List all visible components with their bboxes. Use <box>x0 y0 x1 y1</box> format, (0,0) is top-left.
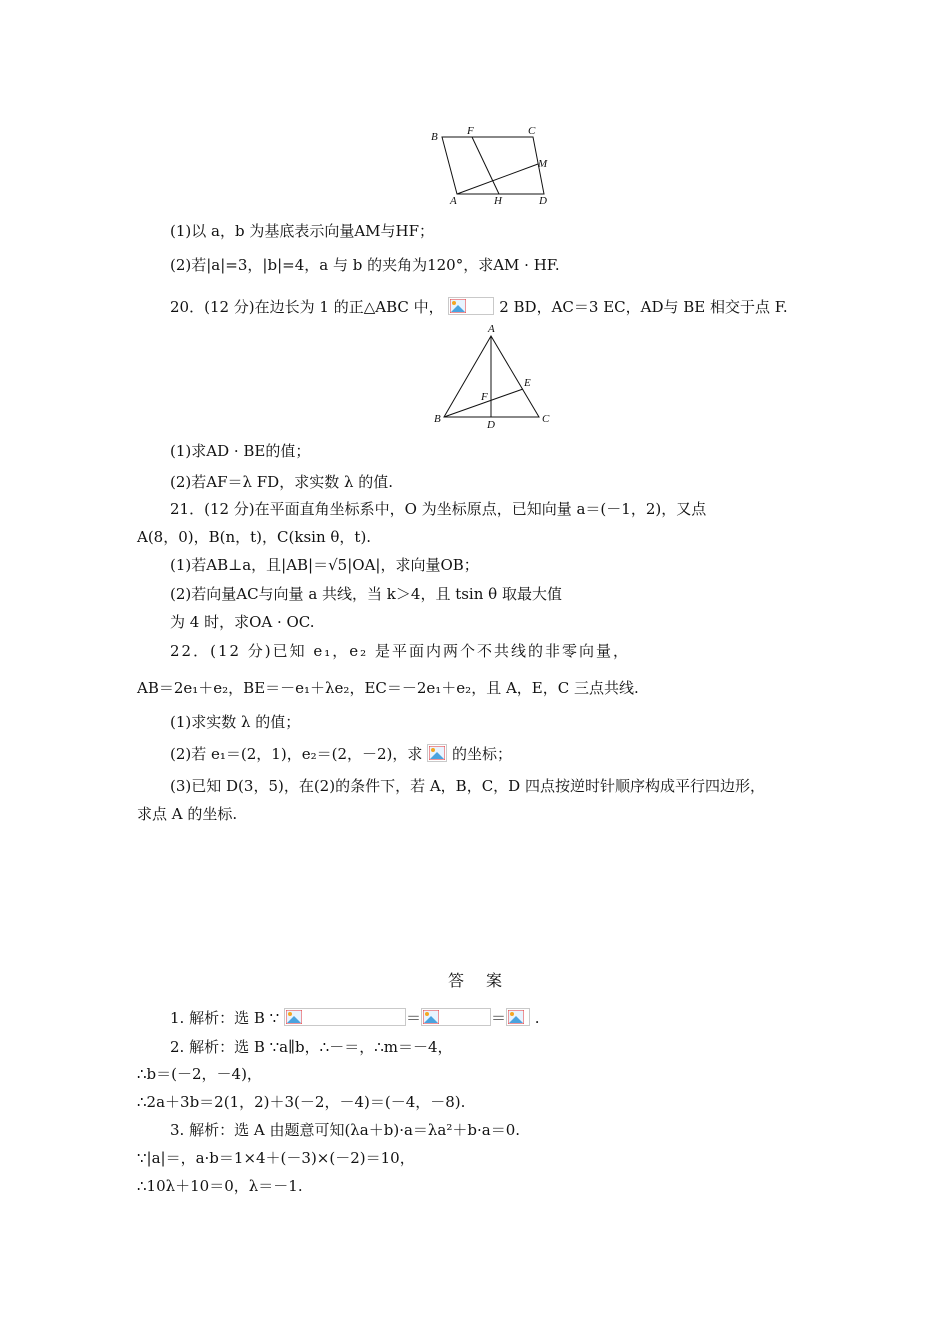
label-F: F <box>467 125 474 137</box>
answer-2-line3: ∴2a＋3b＝2(1，2)＋3(－2，－4)＝(－4，－8). <box>137 1093 466 1111</box>
q21-part2a: (2)若向量AC与向量 a 共线，当 k＞4，且 tsin θ 取最大值 <box>170 585 562 603</box>
answer-2-line2: ∴b＝(－2，－4)， <box>137 1065 262 1083</box>
label-A: A <box>488 323 495 335</box>
label-E: E <box>524 377 531 389</box>
answer-1-text: 1. 解析：选 B ∵ <box>170 1009 280 1027</box>
answer-1 <box>170 1008 540 1028</box>
q19-part2: (2)若|a|=3，|b|=4，a 与 b 的夹角为120°，求AM · HF. <box>170 256 560 274</box>
parallelogram-diagram <box>426 124 556 206</box>
broken-image-icon <box>427 744 447 762</box>
broken-image-icon <box>421 1008 491 1026</box>
label-F: F <box>481 391 488 403</box>
label-H: H <box>494 195 502 206</box>
q20-stem-text: 20．(12 分)在边长为 1 的正△ABC 中， <box>170 298 444 316</box>
q22-part1: (1)求实数 λ 的值； <box>170 713 301 731</box>
q22-part3a: (3)已知 D(3，5)，在(2)的条件下，若 A，B，C，D 四点按逆时针顺序构成平行四边形， <box>170 777 765 795</box>
q21-part1: (1)若AB⊥a，且|AB|＝√5|OA|，求向量OB； <box>170 556 479 574</box>
q21-line2: A(8，0)，B(n，t)，C(ksin θ，t). <box>137 528 372 546</box>
answer-3-line3: ∴10λ＋10＝0，λ＝－1. <box>137 1177 303 1195</box>
label-B: B <box>431 131 438 143</box>
q22-part2 <box>170 744 512 764</box>
answer-1-eq1: ＝ <box>405 1009 421 1027</box>
q22-line2: AB＝2e₁＋e₂，BE＝－e₁＋λe₂，EC＝－2e₁＋e₂，且 A，E，C 三点共线. <box>137 679 639 697</box>
label-C: C <box>542 413 550 425</box>
q20-stem-tail: 2 BD，AC＝3 EC，AD与 BE 相交于点 F. <box>499 298 788 316</box>
q19-part1: (1)以 a，b 为基底表示向量AM与HF； <box>170 222 435 240</box>
q20-part1: (1)求AD · BE的值； <box>170 442 311 460</box>
label-A: A <box>450 195 457 206</box>
q21-part2b: 为 4 时，求OA · OC. <box>170 613 315 631</box>
label-B: B <box>434 413 441 425</box>
broken-image-icon <box>506 1008 530 1026</box>
q22-part2-tail: 的坐标； <box>451 745 512 763</box>
q21-line1: 21．(12 分)在平面直角坐标系中，O 为坐标原点，已知向量 a＝(－1，2)，又点 <box>170 500 707 518</box>
broken-image-icon <box>284 1008 406 1026</box>
answers-title: 答案 <box>448 971 525 990</box>
broken-image-icon <box>448 297 494 315</box>
answer-1-eq2: ＝ <box>490 1009 506 1027</box>
q22-line1: 22．(12 分)已知 e₁，e₂ 是平面内两个不共线的非零向量， <box>170 642 630 660</box>
label-D: D <box>539 195 547 206</box>
answer-3-line2: ∵|a|＝，a·b＝1×4＋(－3)×(－2)＝10， <box>137 1149 415 1167</box>
label-C: C <box>528 125 536 137</box>
answer-3-line1: 3. 解析：选 A 由题意可知(λa＋b)·a＝λa²＋b·a＝0. <box>170 1121 521 1139</box>
q22-part3b: 求点 A 的坐标. <box>137 805 238 823</box>
label-D: D <box>487 419 495 430</box>
label-M: M <box>538 158 548 170</box>
q20-part2: (2)若AF＝λ FD，求实数 λ 的值. <box>170 473 394 491</box>
answer-2-line1: 2. 解析：选 B ∵a∥b，∴－＝，∴m＝－4， <box>170 1038 453 1056</box>
q22-part2-text: (2)若 e₁＝(2，1)，e₂＝(2，－2)，求 <box>170 745 423 763</box>
answer-1-end: . <box>534 1009 540 1027</box>
triangle-diagram <box>432 322 558 430</box>
q20-stem <box>170 297 788 317</box>
